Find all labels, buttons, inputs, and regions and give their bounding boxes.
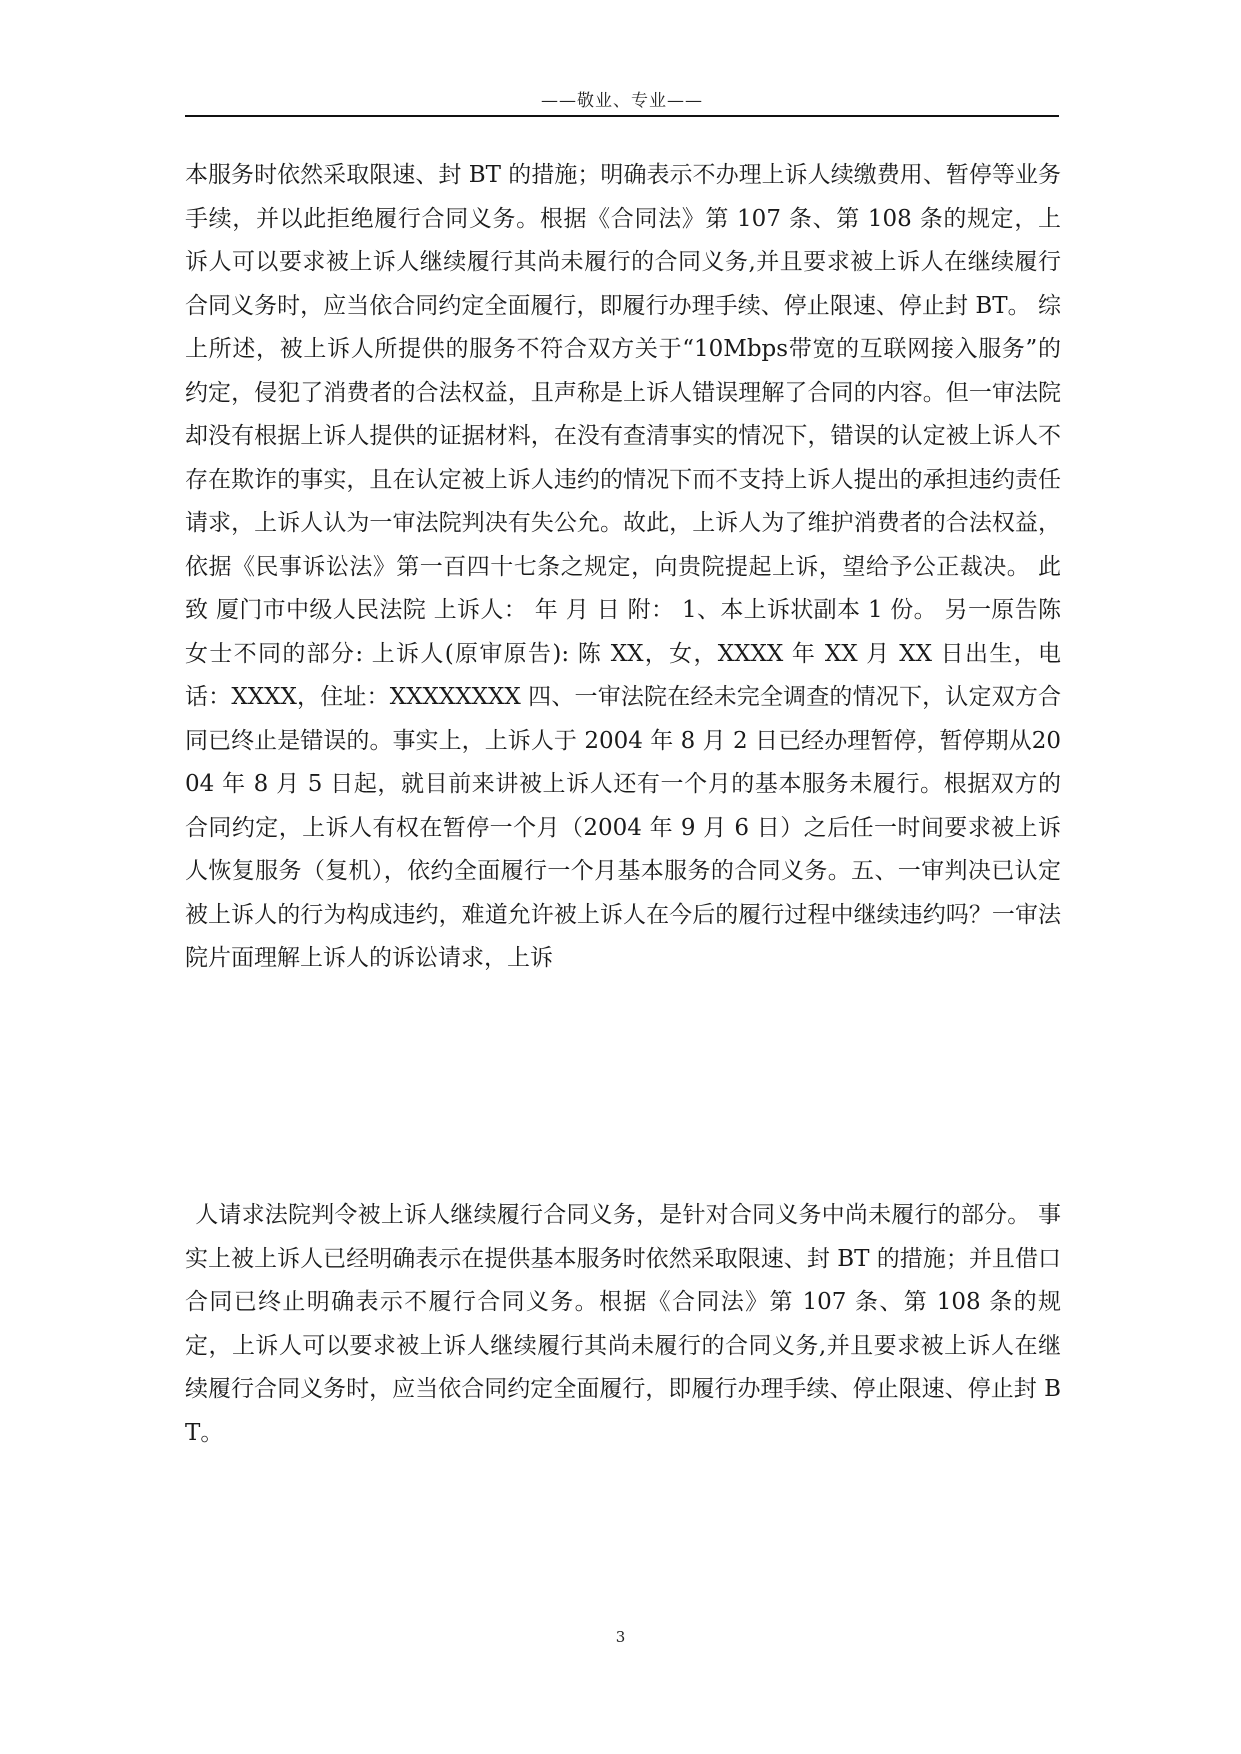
- body-paragraph-1: 本服务时依然采取限速、封 BT 的措施；明确表示不办理上诉人续缴费用、暂停等业务手续，并以此拒绝履行合同义务。根据《合同法》第 107 条、第 108 条的规定，上诉人可以要求被上诉人继续履行其尚未履行的合同义务,并且要求被上诉人在继续履行合同义务时，应当依合同约定全面履行，即履行办理手续、停止限速、停止封 BT。 综上所述，被上诉人所提供的服务不符合双方关于“10Mbps带宽的互联网接入服务”的约定，侵犯了消费者的合法权益，且声称是上诉人错误理解了合同的内容。但一审法院却没有根据上诉人提供的证据材料，在没有查清事实的情况下，错误的认定被上诉人不存在欺诈的事实，且在认定被上诉人违约的情况下而不支持上诉人提出的承担违约责任请求，上诉人认为一审法院判决有失公允。故此，上诉人为了维护消费者的合法权益，依据《民事诉讼法》第一百四十七条之规定，向贵院提起上诉，望给予公正裁决。 此致 厦门市中级人民法院 上诉人： 年 月 日 附： 1、本上诉状副本 1 份。 另一原告陈女士不同的部分: 上诉人(原审原告): 陈 XX，女，XXXX 年 XX 月 XX 日出生，电话：XXXX，住址：XXXXXXXX 四、一审法院在经未完全调查的情况下，认定双方合同已终止是错误的。事实上，上诉人于 2004 年 8 月 2 日已经办理暂停，暂停期从2004 年 8 月 5 日起，就目前来讲被上诉人还有一个月的基本服务未履行。根据双方的合同约定，上诉人有权在暂停一个月（2004 年 9 月 6 日）之后任一时间要求被上诉人恢复服务（复机），依约全面履行一个月基本服务的合同义务。五、一审判决已认定被上诉人的行为构成违约，难道允许被上诉人在今后的履行过程中继续违约吗？一审法院片面理解上诉人的诉讼请求，上诉: [185, 162, 1061, 971]
- header-divider: [185, 115, 1059, 117]
- body-paragraph-2-text: 人请求法院判令被上诉人继续履行合同义务，是针对合同义务中尚未履行的部分。 事实上被上诉人已经明确表示在提供基本服务时依然采取限速、封 BT 的措施；并且借口合同已终止明确表示不履行合同义务。根据《合同法》第 107 条、第 108 条的规定，上诉人可以要求被上诉人继续履行其尚未履行的合同义务,并且要求被上诉人在继续履行合同义务时，应当依合同约定全面履行，即履行办理手续、停止限速、停止封 BT。: [185, 1202, 1061, 1446]
- body-paragraph-2: [185, 1194, 1061, 1455]
- page-header: ——敬业、专业——: [541, 91, 703, 111]
- page-number: 3: [615, 1628, 626, 1646]
